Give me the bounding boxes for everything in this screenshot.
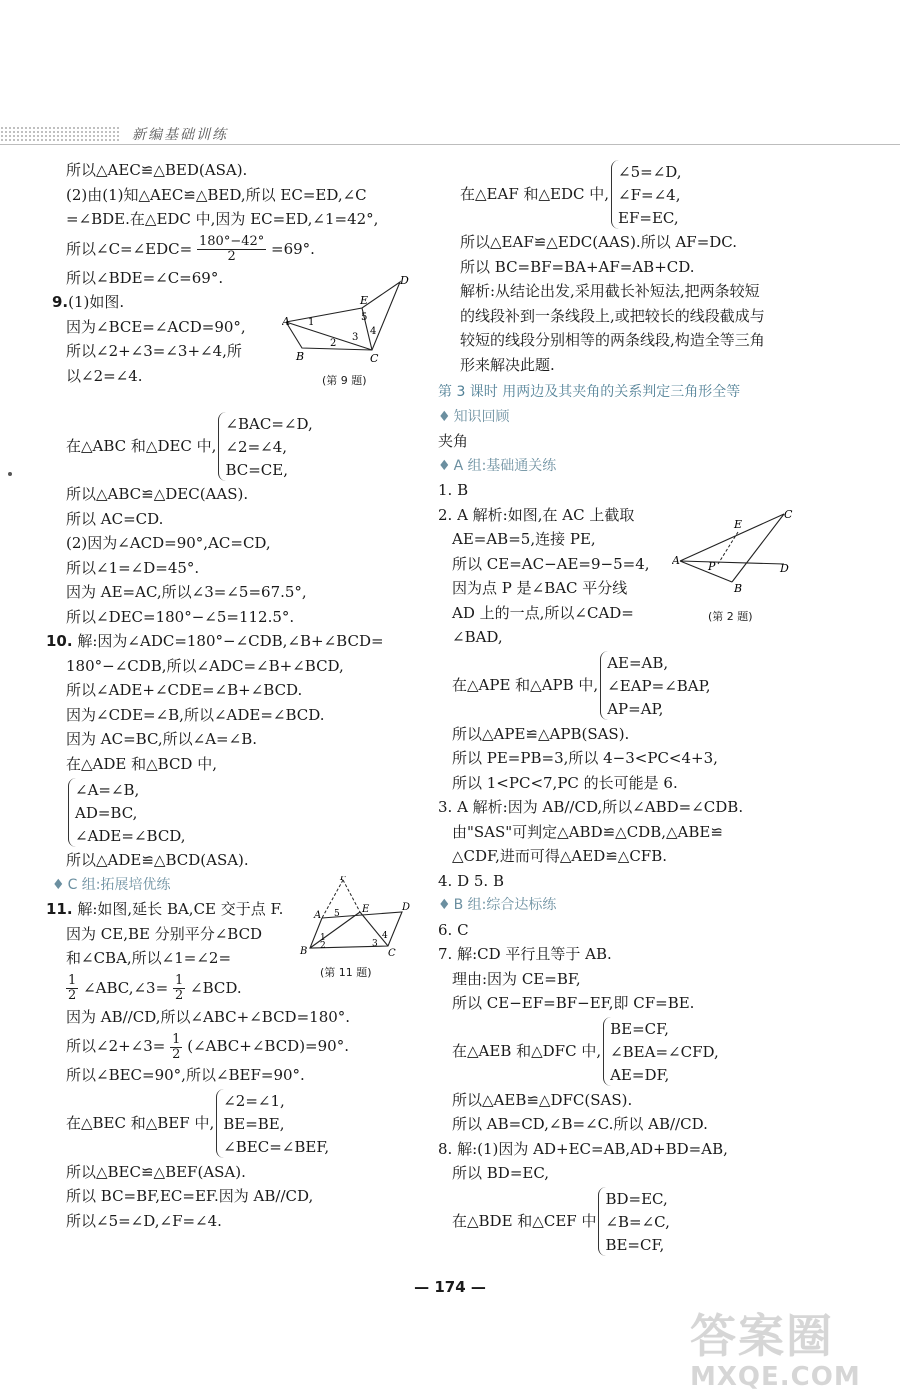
- text-line: 所以∠5=∠D,∠F=∠4.: [66, 1211, 222, 1230]
- brace-system: [68, 778, 186, 847]
- numerator: 1: [174, 973, 184, 988]
- text-line: 2. A 解析:如图,在 AC 上截取: [438, 505, 635, 524]
- condition: BE=BE,: [223, 1115, 285, 1133]
- diamond-icon: ♦: [52, 876, 65, 893]
- text-line: 所以∠BEC=90°,所以∠BEF=90°.: [66, 1066, 305, 1084]
- text-line: 以∠2=∠4.: [66, 366, 143, 385]
- condition: ∠BAC=∠D,: [225, 414, 313, 433]
- fraction: [170, 1033, 182, 1062]
- fig11-angle: 2: [320, 941, 326, 951]
- question-number: 9.: [52, 293, 69, 311]
- margin-mark: [8, 472, 12, 476]
- numerator: 1: [68, 973, 77, 988]
- text-line: 所以△AEC≌△BED(ASA).: [66, 161, 248, 179]
- section-title: C 组:拓展培优练: [67, 876, 171, 893]
- condition: ∠BEC=∠BEF,: [223, 1138, 330, 1156]
- text-line: 所以∠BDE=∠C=69°.: [66, 268, 224, 287]
- text-line: (2)由(1)知△AEC≌△BED,所以 EC=ED,∠C: [66, 185, 367, 204]
- fig11-label: A: [314, 910, 322, 921]
- system-lead: 在△BEC 和△BEF 中,: [66, 1114, 215, 1133]
- text-line: 夹角: [438, 432, 469, 450]
- figure-11-diagram: [298, 876, 418, 958]
- diamond-icon: ♦: [438, 408, 451, 425]
- fig9-label: C: [370, 352, 379, 365]
- text-line: AD 上的一点,所以∠CAD=: [452, 603, 634, 622]
- text-line: 所以 CE=AC−AE=9−5=4,: [452, 554, 650, 573]
- condition: BE=CF,: [605, 1236, 665, 1254]
- text-line: △CDF,进而可得△AED≌△CFB.: [452, 847, 668, 865]
- equation-system: [452, 650, 808, 722]
- text-line: 的线段补到一条线段上,或把较长的线段截成与: [460, 306, 765, 325]
- text-span: 所以∠2+∠3=: [66, 1037, 166, 1055]
- figure-caption: (第 9 题): [322, 374, 367, 387]
- denominator: 2: [68, 988, 77, 1003]
- text-line: 1. B: [438, 481, 469, 499]
- condition: ∠EAP=∠BAP,: [607, 677, 711, 695]
- equation-system: [66, 776, 416, 848]
- condition: ∠F=∠4,: [618, 185, 681, 204]
- condition: AD=BC,: [75, 803, 138, 822]
- question-10: [46, 629, 416, 654]
- question-number: 10.: [46, 632, 73, 650]
- text-line: 所以 BC=BF=BA+AF=AB+CD.: [460, 257, 695, 276]
- question-number: 11.: [46, 900, 73, 918]
- text-line: 所以△AEB≌△DFC(SAS).: [452, 1090, 633, 1109]
- brace-system: [600, 651, 710, 720]
- text-line: 所以△ABC≌△DEC(AAS).: [66, 485, 249, 503]
- text-line: 所以 BC=BF,EC=EF.因为 AB//CD,: [66, 1187, 314, 1205]
- section-heading-a: [438, 454, 808, 479]
- section-title: B 组:综合达标练: [453, 897, 557, 913]
- fig11-label: D: [402, 902, 411, 913]
- figure-2: [672, 506, 802, 624]
- condition: ∠A=∠B,: [75, 780, 140, 799]
- text-line: 因为点 P 是∠BAC 平分线: [452, 579, 628, 597]
- text-line: 180°−∠CDB,所以∠ADC=∠B+∠BCD,: [66, 656, 344, 675]
- watermark-logo: [690, 1300, 890, 1392]
- fraction: [173, 974, 185, 1003]
- condition: BE=CF,: [610, 1020, 669, 1038]
- right-column: [438, 158, 808, 1258]
- text-line: 所以△APE≌△APB(SAS).: [452, 724, 630, 743]
- header-pattern: [0, 126, 120, 142]
- fig2-label: B: [734, 582, 743, 595]
- equation-system: [66, 410, 416, 482]
- text-line: 所以△ADE≌△BCD(ASA).: [66, 851, 249, 869]
- fig11-label: B: [300, 946, 308, 957]
- fig9-angle: 5: [361, 312, 368, 323]
- text-line: 和∠CBA,所以∠1=∠2=: [66, 949, 232, 967]
- condition: ∠ADE=∠BCD,: [75, 826, 186, 845]
- section-title: A 组:基础通关练: [453, 457, 557, 474]
- text-line: 所以∠ADE+∠CDE=∠B+∠BCD.: [66, 681, 303, 699]
- text-span: ∠ABC,∠3=: [83, 978, 169, 997]
- text-span: (1)如图.: [68, 293, 125, 311]
- text-line: 因为∠CDE=∠B,所以∠ADE=∠BCD.: [66, 705, 325, 724]
- figure-2-diagram: [672, 506, 802, 601]
- brace-system: [598, 1187, 669, 1256]
- text-line: 6. C: [438, 920, 469, 939]
- fraction-line: [66, 232, 416, 266]
- text-line: 由"SAS"可判定△ABD≌△CDB,△ABE≌: [452, 822, 723, 841]
- fraction-line: [66, 1029, 416, 1063]
- text-span: 解:因为∠ADC=180°−∠CDB,∠B+∠BCD=: [77, 632, 384, 650]
- system-lead: 在△BDE 和△CEF 中: [452, 1212, 597, 1231]
- condition: ∠5=∠D,: [618, 162, 682, 181]
- text-line: =∠BDE.在△EDC 中,因为 EC=ED,∠1=42°,: [66, 210, 379, 228]
- fig9-angle: 1: [308, 317, 315, 328]
- text-line: 所以 CE−EF=BF−EF,即 CF=BE.: [452, 994, 695, 1012]
- text-line: AE=AB=5,连接 PE,: [452, 530, 596, 548]
- brace-system: [216, 1089, 329, 1158]
- fig2-label: P: [708, 560, 716, 573]
- text-line: 因为 AE=AC,所以∠3=∠5=67.5°,: [66, 583, 307, 601]
- equation-system: [452, 1186, 808, 1258]
- figure-caption: (第 11 题): [320, 966, 372, 979]
- header-divider: [0, 144, 900, 145]
- denominator: 2: [174, 988, 184, 1003]
- text-line: 所以△EAF≌△EDC(AAS).所以 AF=DC.: [460, 233, 738, 251]
- watermark-url: MXQE.COM: [690, 1362, 861, 1392]
- condition: ∠BEA=∠CFD,: [610, 1043, 719, 1061]
- figure-9-diagram: [282, 272, 412, 367]
- fig11-label: C: [388, 948, 396, 958]
- system-lead: 在△EAF 和△EDC 中,: [460, 184, 610, 203]
- text-line: 所以 1<PC<7,PC 的长可能是 6.: [452, 773, 678, 792]
- text-line: 在△ADE 和△BCD 中,: [66, 754, 217, 773]
- fig9-angle: 3: [352, 332, 359, 343]
- text-line: 因为 CE,BE 分别平分∠BCD: [66, 924, 263, 943]
- diamond-icon: ♦: [438, 457, 451, 474]
- system-lead: 在△ABC 和△DEC 中,: [66, 436, 217, 455]
- numerator: 180°−42°: [199, 234, 265, 249]
- denominator: 2: [227, 249, 236, 264]
- text-line: 因为 AB//CD,所以∠ABC+∠BCD=180°.: [66, 1007, 351, 1026]
- condition: ∠2=∠1,: [223, 1092, 285, 1110]
- fig9-label: D: [400, 274, 409, 287]
- figure-9: [282, 272, 412, 392]
- text-span: 所以∠C=∠EDC=: [66, 239, 193, 258]
- text-line: 8. 解:(1)因为 AD+EC=AB,AD+BD=AB,: [438, 1139, 728, 1158]
- text-line: 理由:因为 CE=BF,: [452, 969, 581, 988]
- watermark-title: 答案圈: [690, 1309, 834, 1363]
- text-line: 所以 AC=CD.: [66, 509, 164, 528]
- numerator: 1: [172, 1031, 181, 1047]
- text-line: 因为 AC=BC,所以∠A=∠B.: [66, 730, 257, 748]
- text-line: 所以∠1=∠D=45°.: [66, 558, 200, 577]
- text-span: =69°.: [271, 239, 315, 258]
- condition: AP=AP,: [607, 700, 664, 718]
- diamond-icon: ♦: [438, 897, 451, 913]
- condition: BD=EC,: [605, 1190, 668, 1208]
- condition: AE=DF,: [610, 1066, 670, 1084]
- system-lead: 在△AEB 和△DFC 中,: [452, 1042, 602, 1061]
- text-line: 7. 解:CD 平行且等于 AB.: [438, 945, 612, 963]
- fig2-label: C: [784, 508, 793, 521]
- condition: ∠2=∠4,: [225, 437, 288, 456]
- text-span: ∠BCD.: [190, 978, 242, 997]
- text-line: 所以△BEC≌△BEF(ASA).: [66, 1162, 246, 1181]
- text-span: (∠ABC+∠BCD)=90°.: [187, 1037, 349, 1055]
- text-line: 4. D 5. B: [438, 871, 504, 890]
- equation-system: [460, 158, 808, 230]
- book-title: 新编基础训练: [132, 127, 228, 143]
- section-title: 知识回顾: [453, 408, 510, 425]
- text-line: 所以 AB=CD,∠B=∠C.所以 AB//CD.: [452, 1115, 708, 1133]
- fig9-label: B: [296, 350, 305, 363]
- fig9-label: A: [282, 315, 290, 328]
- fig2-label: A: [672, 554, 680, 567]
- text-line: 解析:从结论出发,采用截长补短法,把两条较短: [460, 282, 760, 300]
- fig11-angle: 3: [372, 939, 378, 949]
- condition: AE=AB,: [607, 654, 669, 672]
- fig11-label: E: [362, 904, 370, 915]
- fig9-label: E: [360, 294, 369, 307]
- equation-system: [66, 1088, 416, 1160]
- section-heading-b: [438, 893, 808, 918]
- text-line: 3. A 解析:因为 AB//CD,所以∠ABD=∠CDB.: [438, 798, 744, 816]
- condition: EF=EC,: [618, 208, 679, 227]
- condition: BC=CE,: [225, 460, 288, 479]
- text-line: ∠BAD,: [452, 628, 503, 646]
- text-line: (2)因为∠ACD=90°,AC=CD,: [66, 534, 271, 552]
- fig9-angle: 2: [330, 338, 337, 349]
- text-line: 较短的线段分别相等的两条线段,构造全等三角: [460, 331, 765, 349]
- fig11-angle: 1: [320, 933, 326, 943]
- text-line: 所以 PE=PB=3,所以 4−3<PC<4+3,: [452, 749, 718, 767]
- page-number: — 174 —: [414, 1278, 486, 1296]
- figure-11: [298, 876, 418, 984]
- system-lead: 在△APE 和△APB 中,: [452, 676, 599, 695]
- brace-system: [603, 1017, 719, 1086]
- text-line: 因为∠BCE=∠ACD=90°,: [66, 317, 246, 336]
- fig9-angle: 4: [370, 326, 377, 337]
- fig11-label: F: [340, 876, 347, 883]
- fig2-label: D: [780, 562, 789, 575]
- lesson-title: 第 3 课时 用两边及其夹角的关系判定三角形全等: [438, 384, 741, 400]
- condition: ∠B=∠C,: [605, 1213, 670, 1231]
- text-span: 解:如图,延长 BA,CE 交于点 F.: [77, 900, 284, 918]
- fraction: [197, 235, 266, 264]
- text-line: 所以∠DEC=180°−∠5=112.5°.: [66, 607, 295, 626]
- fig11-angle: 4: [382, 931, 388, 941]
- section-heading-review: [438, 405, 808, 430]
- text-line: 形来解决此题.: [460, 355, 555, 374]
- brace-system: [218, 412, 312, 481]
- text-line: 所以∠2+∠3=∠3+∠4,所: [66, 342, 242, 360]
- denominator: 2: [172, 1046, 181, 1062]
- equation-system: [452, 1016, 808, 1088]
- fraction: [66, 974, 78, 1003]
- figure-caption: (第 2 题): [708, 610, 753, 623]
- fig11-angle: 5: [334, 909, 340, 919]
- fig2-label: E: [734, 518, 743, 531]
- text-line: 所以 BD=EC,: [452, 1164, 550, 1182]
- brace-system: [611, 160, 682, 229]
